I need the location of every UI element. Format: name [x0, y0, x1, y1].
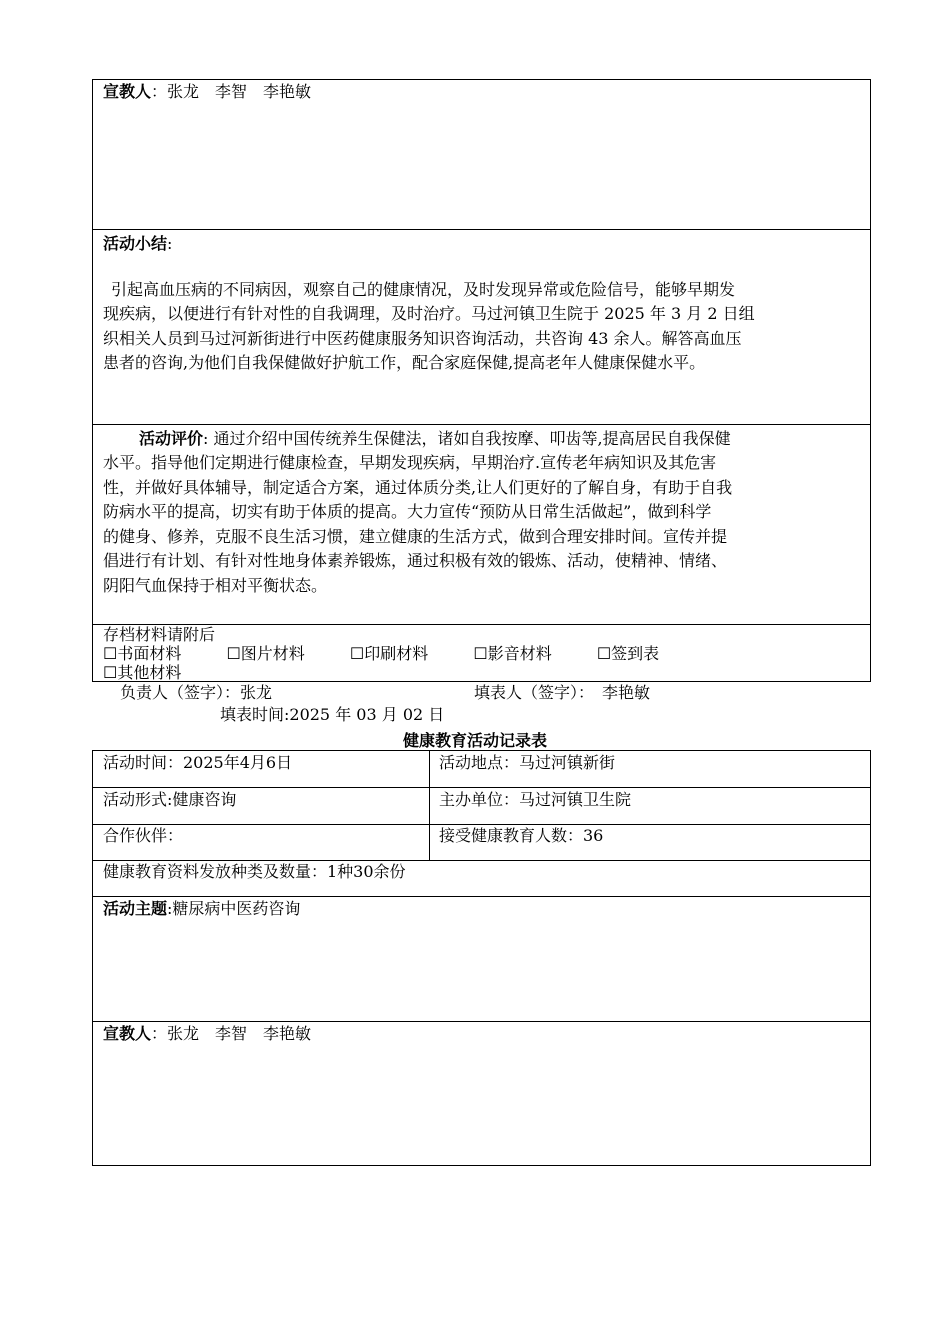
activity-form: 活动形式:健康咨询: [103, 790, 237, 809]
evaluation-line-2: 水平。指导他们定期进行健康检查，早期发现疾病，早期治疗.宣传老年病知识及其危害: [103, 453, 717, 472]
topic-label: 活动主题: [103, 899, 168, 918]
attachments-options: [103, 642, 659, 665]
evaluation-line-7: 阴阳气血保持于相对平衡状态。: [103, 576, 328, 595]
checkbox-other-material[interactable]: ☐其他材料: [103, 663, 182, 682]
evaluation-line-4: 防病水平的提高，切实有助于体质的提高。大力宣传“预防从日常生活做起”，做到科学: [103, 502, 712, 521]
checkbox-written-material[interactable]: ☐书面材料: [103, 644, 182, 663]
host-unit: 主办单位：马过河镇卫生院: [439, 790, 632, 809]
summary-label: 活动小结: [103, 234, 168, 253]
activity-time: 活动时间：2025年4月6日: [103, 753, 293, 772]
partner: 合作伙伴：: [103, 826, 184, 845]
summary-colon: :: [167, 234, 173, 253]
summary-line-3: 织相关人员到马过河新街进行中医药健康服务知识咨询活动，共咨询 43 余人。解答高血压: [103, 329, 742, 348]
summary-line-4: 患者的咨询,为他们自我保健做好护航工作，配合家庭保健,提高老年人健康保健水平。: [103, 353, 706, 372]
lecturers-section: [92, 79, 871, 230]
fill-time: 填表时间:2025 年 03 月 02 日: [220, 705, 445, 724]
record2-lecturers-label: 宣教人: [103, 1024, 152, 1043]
record2-lecturers: [93, 1022, 311, 1045]
evaluation-line-5: 的健身、修养，克服不良生活习惯，建立健康的生活方式，做到合理安排时间。宣传并提: [103, 527, 728, 546]
record-table: [92, 750, 871, 1166]
checkbox-av-material[interactable]: ☐影音材料: [473, 644, 552, 663]
activity-topic: [93, 897, 300, 920]
record2-lecturers-value: ：张龙 李智 李艳敏: [151, 1024, 312, 1043]
evaluation-line-6: 倡进行有计划、有针对性地身体素养锻炼，通过积极有效的锻炼、活动，使精神、情绪、: [103, 551, 728, 570]
materials-distributed: 健康教育资料发放种类及数量：1种30余份: [103, 862, 406, 881]
lecturers-label: 宣教人: [103, 82, 152, 101]
lecturers-value: ：张龙 李智 李艳敏: [151, 82, 312, 101]
checkbox-signin-sheet[interactable]: ☐签到表: [596, 644, 660, 663]
responsible-signature: 负责人（签字）：张龙: [120, 683, 273, 702]
activity-place: 活动地点：马过河镇新街: [439, 753, 616, 772]
summary-line-1: 引起高血压病的不同病因，观察自己的健康情况，及时发现异常或危险信号，能够早期发: [111, 280, 736, 299]
attachments-title: 存档材料请附后: [103, 625, 216, 644]
evaluation-line-3: 性，并做好具体辅导，制定适合方案，通过体质分类,让人们更好的了解自身，有助于自我: [103, 478, 733, 497]
summary-line-2: 现疾病，以便进行有针对性的自我调理，及时治疗。马过河镇卫生院于 2025 年 3 月 2 日组: [103, 304, 755, 323]
evaluation-section: [92, 424, 871, 625]
evaluation-line-first: : 通过介绍中国传统养生保健法，诸如自我按摩、叩齿等,提高居民自我保健: [203, 429, 731, 448]
summary-section: [92, 229, 871, 425]
form-title: 健康教育活动记录表: [402, 731, 547, 750]
recipient-count: 接受健康教育人数：36: [439, 826, 604, 845]
topic-value: :糖尿病中医药咨询: [167, 899, 301, 918]
checkbox-picture-material[interactable]: ☐图片材料: [226, 644, 305, 663]
attachments-section: [92, 624, 871, 682]
evaluation-label: 活动评价: [139, 429, 204, 448]
checkbox-printed-material[interactable]: ☐印刷材料: [349, 644, 429, 663]
filler-signature: 填表人（签字）： 李艳敏: [474, 683, 651, 702]
